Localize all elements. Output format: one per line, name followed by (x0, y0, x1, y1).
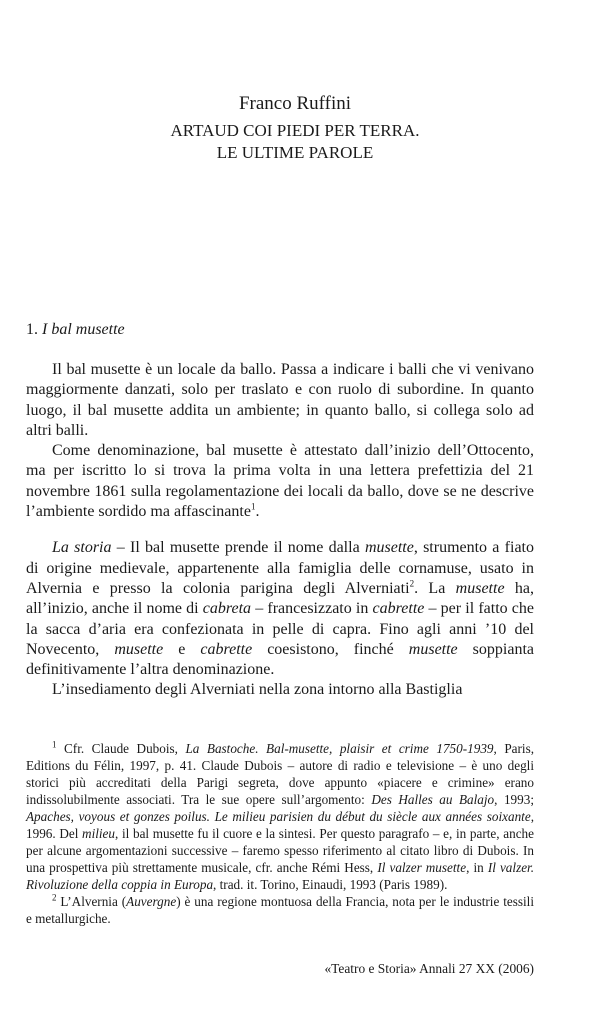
text-run: , trad. it. Torino, Einaudi, 1993 (Paris 1989). (213, 877, 448, 892)
article-header (0, 92, 590, 164)
section-heading (26, 320, 125, 340)
italic-run: cabrette (200, 640, 253, 658)
paragraph-4: L’insediamento degli Alverniati nella zona intorno alla Bastiglia (52, 681, 463, 699)
footnote-ref-1: 1 (250, 501, 256, 512)
text-run: , Paris, Editions du Félin, 1997, p. 41. Claude Dubois – autore di radio e televisione – è uno degli storici più accreditati della Parigi segreta, dove appunto «piacere e crimine» erano indissolubilmente associati. Tra le sue opere sull’argomento: (26, 741, 534, 807)
italic-run: Il valzer musette (377, 860, 467, 875)
paragraph-3 (26, 538, 534, 680)
text-run: Cfr. Claude Dubois, (56, 741, 186, 756)
text-run: – Il bal musette prende il nome dalla (111, 539, 365, 557)
italic-run: musette (408, 640, 458, 658)
paragraph-1: Il bal musette è un locale da ballo. Passa a indicare i balli che vi venivano maggiormente danzati, solo per traslato e con ruolo di subordine. In quanto luogo, il bal musette addita un ambiente; in quanto ballo, si collega solo ad altri balli. (26, 361, 534, 439)
text-run: – francesizzato in (251, 600, 373, 618)
text-run: soppianta definitivamente l’altra denominazione. (26, 640, 534, 679)
text-run: , 1993; (494, 792, 534, 807)
italic-run: cabrette (372, 600, 425, 618)
text-run: . La (414, 579, 456, 597)
footnote-1 (26, 740, 534, 893)
section-title: I bal musette (42, 321, 125, 338)
journal-footer: «Teatro e Storia» Annali 27 XX (2006) (324, 961, 534, 976)
italic-run: milieu (82, 826, 116, 841)
italic-run: Il valzer. Rivoluzione della coppia in Europa (26, 860, 535, 892)
author-name: Franco Ruffini (238, 93, 352, 114)
italic-run: musette (455, 579, 505, 597)
text-run: L’Alvernia ( (56, 894, 127, 909)
title-line-2: LE ULTIME PAROLE (216, 143, 374, 162)
paragraph-lead: La storia (52, 539, 112, 557)
text-run: , strumento a fiato di origine medievale, appartenente alla famiglia delle cornamuse, usato in Alvernia e presso la colonia parigina degli Alverniati (26, 539, 534, 597)
paragraph-2-text: Come denominazione, bal musette è attestato dall’inizio dell’Ottocento, ma per iscritto lo si trova la prima volta in una lettera prefettizia del 21 novembre 1861 sulla regolamentazione dei locali da ballo, dove se ne descrive l’ambiente sordido ma affascinante (26, 442, 534, 521)
text-run: – per il fatto che la sacca d’aria era confezionata in pelle di capra. Fino agli anni ’10 del Novecento, (26, 600, 535, 658)
footnote-ref-2: 2 (409, 578, 415, 589)
text-run: , in (466, 860, 488, 875)
text-run: , 1996. Del (26, 809, 534, 841)
footnote-mark: 1 (52, 739, 57, 750)
footnote-2 (26, 893, 534, 927)
text-run: ha, all’inizio, anche il nome di (26, 579, 535, 618)
italic-run: musette (364, 539, 414, 557)
section-number: 1. (26, 321, 38, 338)
paragraph-2-end: . (255, 503, 260, 521)
body-text (26, 360, 534, 701)
text-run: e (163, 640, 201, 658)
italic-run: La Bastoche. Bal-musette, plaisir et crime 1750-1939 (185, 741, 494, 756)
italic-run: Auvergne (126, 894, 177, 909)
italic-run: cabreta (202, 600, 252, 618)
text-run: , il bal musette fu il cuore e la sintesi. Per questo paragrafo – e, in parte, anche per alcune argomentazioni successive – faremo spesso riferimento al citato libro di Dubois. In una prospettiva più strettamente musicale, cfr. anche Rémi Hess, (26, 826, 534, 875)
text-run: coesistono, finché (252, 640, 409, 658)
italic-run: Apaches, voyous et gonzes poilus. Le milieu parisien du début du siècle aux années soixante (26, 809, 531, 824)
title-line-1: ARTAUD COI PIEDI PER TERRA. (170, 121, 420, 140)
paragraph-2 (26, 441, 534, 522)
footnote-mark: 2 (52, 892, 57, 903)
article-title (0, 120, 590, 164)
italic-run: Des Halles au Balajo (371, 792, 495, 807)
footnotes (26, 740, 534, 927)
text-run: ) è una regione montuosa della Francia, nota per le industrie tessili e metallurgiche. (26, 894, 535, 926)
italic-run: musette (114, 640, 164, 658)
